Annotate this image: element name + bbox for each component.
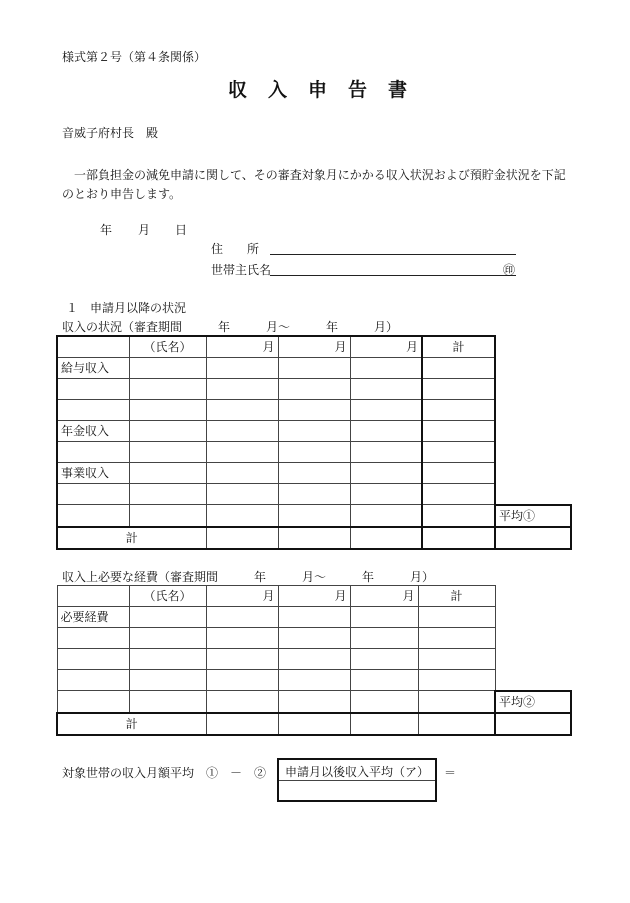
row-label: 給与収入 xyxy=(57,358,129,379)
section1-heading: １ 申請月以降の状況 xyxy=(66,301,187,315)
table-row xyxy=(57,379,571,400)
total-cell[interactable] xyxy=(418,607,495,628)
total-cell[interactable] xyxy=(418,628,495,649)
cell[interactable] xyxy=(350,505,422,527)
cell[interactable] xyxy=(129,505,206,527)
cell[interactable] xyxy=(206,463,278,484)
total-cell[interactable] xyxy=(422,505,495,527)
table-row xyxy=(57,670,571,691)
spacer xyxy=(495,463,571,484)
average-label: 平均② xyxy=(495,691,571,713)
cell[interactable] xyxy=(350,442,422,463)
cell[interactable] xyxy=(278,607,350,628)
expense-header-row xyxy=(57,586,571,607)
spacer xyxy=(495,421,571,442)
total-cell[interactable] xyxy=(422,400,495,421)
header-total: 計 xyxy=(422,336,495,358)
cell[interactable] xyxy=(350,421,422,442)
cell[interactable] xyxy=(350,670,418,691)
cell[interactable] xyxy=(278,379,350,400)
total-cell[interactable] xyxy=(422,463,495,484)
summary-box xyxy=(277,758,437,802)
header-month-3: 月 xyxy=(350,586,418,607)
cell[interactable] xyxy=(278,527,350,549)
header-month-2: 月 xyxy=(278,336,350,358)
cell[interactable] xyxy=(206,442,278,463)
cell[interactable] xyxy=(129,607,206,628)
spacer xyxy=(495,670,571,691)
row-label xyxy=(57,379,129,400)
header-month-1: 月 xyxy=(206,586,278,607)
cell[interactable] xyxy=(129,670,206,691)
row-label: 事業収入 xyxy=(57,463,129,484)
date-month: 月 xyxy=(138,223,151,237)
header-name: （氏名） xyxy=(129,336,206,358)
cell[interactable] xyxy=(278,484,350,505)
expense-caption: 収入上必要な経費（審査期間 年 月～ 年 月） xyxy=(62,570,435,584)
table-row xyxy=(57,607,571,628)
row-label xyxy=(57,649,129,670)
cell[interactable] xyxy=(206,379,278,400)
page-title: 収入申告書 xyxy=(228,79,429,101)
cell[interactable] xyxy=(129,463,206,484)
cell[interactable] xyxy=(278,713,350,735)
total-cell[interactable] xyxy=(422,527,495,549)
equals-sign: ＝ xyxy=(444,766,457,780)
date-day: 日 xyxy=(175,223,188,237)
cell[interactable] xyxy=(129,400,206,421)
spacer xyxy=(495,379,571,400)
cell[interactable] xyxy=(278,421,350,442)
cell[interactable] xyxy=(129,379,206,400)
name-line[interactable] xyxy=(270,275,516,276)
cell[interactable] xyxy=(129,442,206,463)
total-cell[interactable] xyxy=(418,649,495,670)
addressee: 音威子府村長 殿 xyxy=(62,126,159,140)
cell[interactable] xyxy=(206,628,278,649)
spacer xyxy=(495,442,571,463)
cell[interactable] xyxy=(278,358,350,379)
address-label: 住 所 xyxy=(211,242,260,256)
cell[interactable] xyxy=(278,649,350,670)
cell[interactable] xyxy=(129,358,206,379)
date-year: 年 xyxy=(100,223,113,237)
spacer xyxy=(495,649,571,670)
row-label xyxy=(57,628,129,649)
summary-box-label: 申請月以後収入平均（ア） xyxy=(285,765,430,779)
cell[interactable] xyxy=(206,421,278,442)
header-total: 計 xyxy=(418,586,495,607)
cell[interactable] xyxy=(206,527,278,549)
summary-label: 対象世帯の収入月額平均 ① － ② xyxy=(62,766,267,780)
spacer xyxy=(495,336,571,358)
body-text-line2: のとおり申告します。 xyxy=(62,187,182,201)
cell[interactable] xyxy=(350,379,422,400)
header-month-1: 月 xyxy=(206,336,278,358)
row-label: 年金収入 xyxy=(57,421,129,442)
spacer xyxy=(495,628,571,649)
cell[interactable] xyxy=(206,484,278,505)
header-name: （氏名） xyxy=(129,586,206,607)
cell[interactable] xyxy=(206,670,278,691)
total-row xyxy=(57,527,571,549)
table-row xyxy=(57,358,571,379)
header-month-3: 月 xyxy=(350,336,422,358)
cell[interactable] xyxy=(129,484,206,505)
cell[interactable] xyxy=(350,463,422,484)
cell[interactable] xyxy=(129,628,206,649)
total-cell[interactable] xyxy=(422,421,495,442)
cell[interactable] xyxy=(206,607,278,628)
cell[interactable] xyxy=(350,628,418,649)
cell[interactable] xyxy=(350,527,422,549)
cell[interactable] xyxy=(278,400,350,421)
total-cell[interactable] xyxy=(422,379,495,400)
form-number: 様式第２号（第４条関係） xyxy=(62,50,207,64)
cell[interactable] xyxy=(129,691,206,713)
income-caption: 収入の状況（審査期間 年 月～ 年 月） xyxy=(62,320,399,334)
table-row xyxy=(57,421,571,442)
table-row xyxy=(57,484,571,505)
row-label xyxy=(57,670,129,691)
cell[interactable] xyxy=(350,400,422,421)
table-row xyxy=(57,442,571,463)
cell[interactable] xyxy=(278,463,350,484)
total-label: 計 xyxy=(57,713,206,735)
spacer xyxy=(495,607,571,628)
total-cell[interactable] xyxy=(418,713,495,735)
average-label: 平均① xyxy=(495,505,571,527)
cell[interactable] xyxy=(350,358,422,379)
cell[interactable] xyxy=(278,670,350,691)
cell[interactable] xyxy=(350,649,418,670)
header-blank xyxy=(57,336,129,358)
total-cell[interactable] xyxy=(418,691,495,713)
name-label: 世帯主氏名 xyxy=(211,263,272,277)
table-row xyxy=(57,463,571,484)
row-label xyxy=(57,400,129,421)
cell[interactable] xyxy=(350,607,418,628)
cell[interactable] xyxy=(278,691,350,713)
cell[interactable] xyxy=(206,358,278,379)
income-table xyxy=(56,335,572,550)
total-cell[interactable] xyxy=(422,358,495,379)
cell[interactable] xyxy=(206,505,278,527)
cell[interactable] xyxy=(129,649,206,670)
cell[interactable] xyxy=(206,713,278,735)
average-1-value[interactable] xyxy=(495,527,571,549)
seal-mark: ㊞ xyxy=(503,263,516,277)
spacer xyxy=(495,484,571,505)
total-label: 計 xyxy=(57,527,206,549)
cell[interactable] xyxy=(350,484,422,505)
cell[interactable] xyxy=(278,442,350,463)
spacer xyxy=(495,586,571,607)
row-label xyxy=(57,484,129,505)
cell[interactable] xyxy=(206,400,278,421)
body-text-line1: 一部負担金の減免申請に関して、その審査対象月にかかる収入状況および預貯金状況を下記 xyxy=(74,168,566,182)
table-row xyxy=(57,649,571,670)
average-2-value[interactable] xyxy=(495,713,571,735)
total-cell[interactable] xyxy=(418,670,495,691)
row-label xyxy=(57,691,129,713)
cell[interactable] xyxy=(350,713,418,735)
table-row xyxy=(57,505,571,527)
table-row xyxy=(57,691,571,713)
summary-box-divider xyxy=(279,780,435,781)
table-row xyxy=(57,628,571,649)
spacer xyxy=(495,400,571,421)
income-header-row xyxy=(57,336,571,358)
spacer xyxy=(495,358,571,379)
table-row xyxy=(57,400,571,421)
cell[interactable] xyxy=(206,691,278,713)
total-cell[interactable] xyxy=(422,484,495,505)
address-line[interactable] xyxy=(270,254,516,255)
cell[interactable] xyxy=(129,421,206,442)
cell[interactable] xyxy=(206,649,278,670)
header-month-2: 月 xyxy=(278,586,350,607)
total-cell[interactable] xyxy=(422,442,495,463)
cell[interactable] xyxy=(278,505,350,527)
expense-table xyxy=(56,585,572,736)
row-label xyxy=(57,442,129,463)
header-blank xyxy=(57,586,129,607)
row-label: 必要経費 xyxy=(57,607,129,628)
cell[interactable] xyxy=(350,691,418,713)
total-row xyxy=(57,713,571,735)
row-label xyxy=(57,505,129,527)
cell[interactable] xyxy=(278,628,350,649)
